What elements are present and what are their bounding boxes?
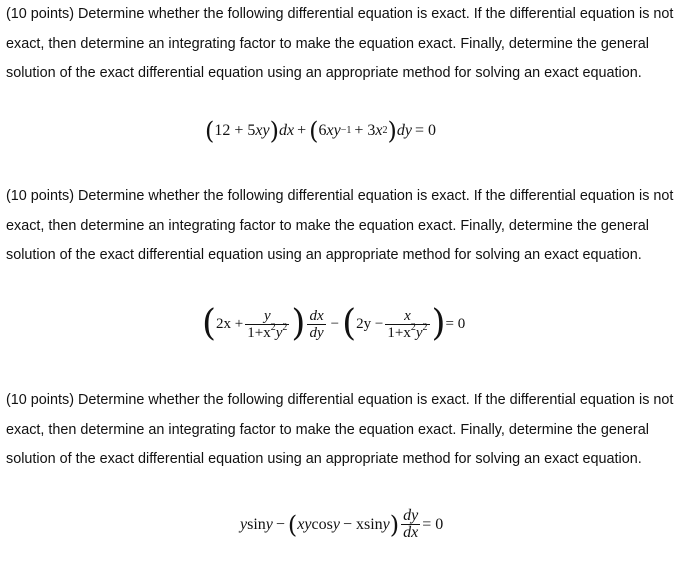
eq3-term: sin (247, 515, 266, 533)
eq1-term: 12 + 5 (214, 122, 256, 139)
paren-open: ( (202, 303, 217, 344)
eq2-denominator: $1+x^2y^2$ (387, 321, 428, 341)
eq1-term: dy (396, 122, 412, 139)
eq3-term: sin (363, 515, 383, 533)
eq3-term: y (332, 515, 340, 533)
eq2-term: 2y − (356, 315, 384, 332)
eq2-dx: dx (309, 307, 324, 324)
equation-3 (240, 508, 443, 541)
eq2-fraction (385, 308, 429, 341)
problem-2-text: (10 points) Determine whether the following differential equation is exact. If the differential equation is not exact, then determine an integrating factor to make the equation exact. Finally, determine the general solution of the exact differential equation using an appropriate method for solving an exact equation. (6, 188, 674, 263)
eq2-term: 2x + (216, 315, 244, 332)
eq1-term: xy (326, 122, 341, 139)
eq1-term: x (375, 122, 383, 139)
eq3-term: y (265, 515, 273, 533)
eq1-term: dx (278, 122, 295, 139)
eq2-numerator: x (404, 307, 411, 324)
paren-close: ) (389, 510, 400, 539)
eq2-numerator: y (264, 307, 271, 324)
eq3-term: = 0 (422, 515, 444, 533)
plus-sign: + (297, 122, 307, 139)
eq3-dx: dx (403, 524, 419, 541)
eq2-denominator: $1+x^2y^2$ (247, 321, 288, 341)
eq3-term: y (382, 515, 390, 533)
eq3-term: cos (311, 515, 333, 533)
eq1-term: xy (255, 122, 270, 139)
equation-1: ( 12 + 5 xy ) dx + ( 6 xy −1 + 3 x 2 ) dy = 0 (205, 117, 436, 145)
eq1-term: 6 (318, 122, 327, 139)
eq2-dy: dy (309, 324, 324, 341)
eq1-term: = 0 (414, 122, 436, 139)
eq3-term: y (240, 515, 248, 533)
eq2-term: = 0 (445, 315, 466, 332)
paren-open: ( (205, 117, 215, 145)
eq3-term: − x (342, 515, 364, 533)
eq2-fraction (245, 308, 289, 341)
paren-close: ) (387, 117, 397, 145)
paren-open: ( (309, 117, 319, 145)
eq3-term: xy (297, 515, 312, 533)
eq1-term: + 3 (354, 122, 376, 139)
eq3-derivative (401, 508, 420, 541)
problem-1-text: (10 points) Determine whether the following differential equation is exact. If the differential equation is not exact, then determine an integrating factor to make the equation exact. Finally, determine the general solution of the exact differential equation using an appropriate method for solving an exact equation. (6, 6, 674, 81)
paren-close: ) (431, 303, 446, 344)
problem-3-text: (10 points) Determine whether the following differential equation is exact. If the differential equation is not exact, then determine an integrating factor to make the equation exact. Finally, determine the general solution of the exact differential equation using an appropriate method for solving an exact equation. (6, 392, 674, 467)
minus-sign: − (275, 515, 285, 533)
paren-close: ) (269, 117, 279, 145)
eq2-derivative (307, 308, 325, 341)
eq3-dy: dy (403, 507, 419, 524)
equation-2 (202, 303, 466, 344)
minus-sign: − (330, 315, 340, 332)
paren-close: ) (291, 303, 306, 344)
paren-open: ( (342, 303, 357, 344)
paren-open: ( (287, 510, 298, 539)
